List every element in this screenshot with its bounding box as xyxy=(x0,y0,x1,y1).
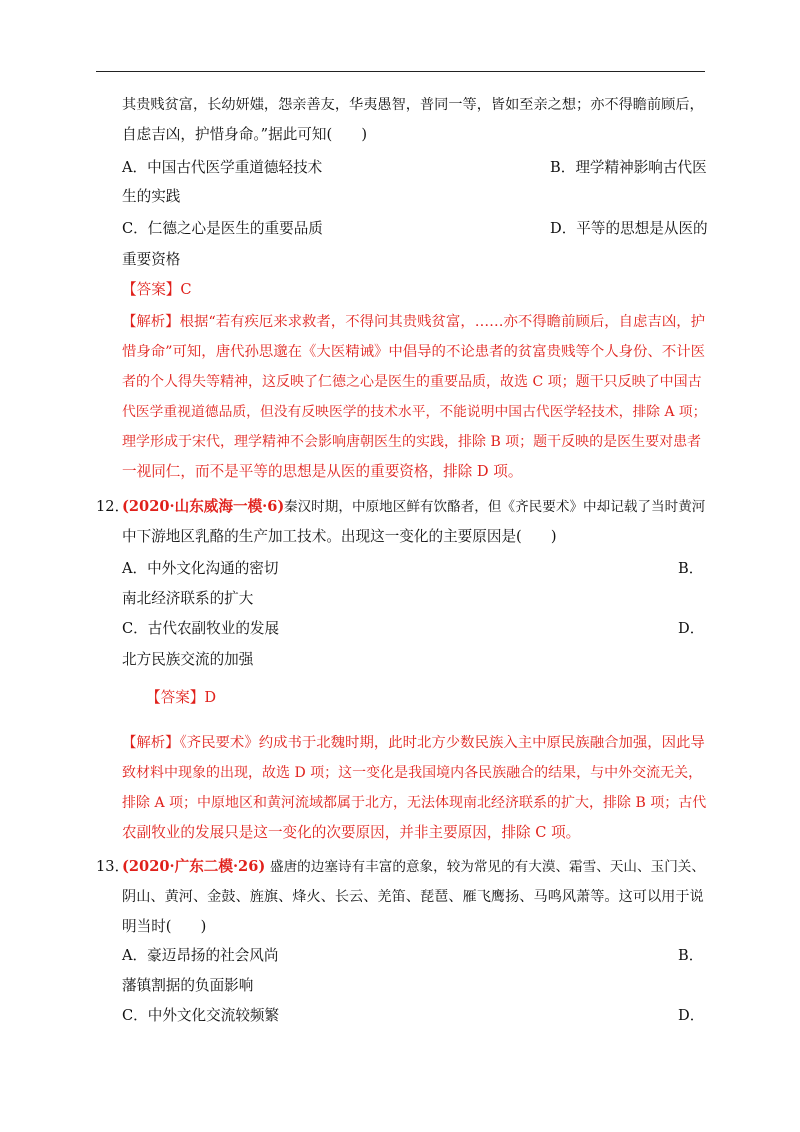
q13-option-d-letter: D． xyxy=(678,1007,705,1024)
q12-stem-line-2: 中下游地区乳酪的生产加工技术。出现这一变化的主要原因是( ) xyxy=(122,528,557,545)
q12-option-c: C．古代农副牧业的发展 xyxy=(122,620,280,637)
header-rule xyxy=(96,71,705,72)
q12-analysis-line-1: 【解析】《齐民要术》约成书于北魏时期，此时北方少数民族入主中原民族融合加强，因此导 xyxy=(122,735,705,751)
q13-stem-line-2: 阴山、黄河、金鼓、旌旗、烽火、长云、羌笛、琵琶、雁飞鹰扬、马鸣风萧等。这可以用于说 xyxy=(122,889,704,905)
q13-stem-line-1: 盛唐的边塞诗有丰富的意象，较为常见的有大漠、霜雪、天山、玉门关、 xyxy=(270,859,705,875)
q11-answer: 【答案】C xyxy=(122,281,192,298)
q11-analysis-line-5: 理学形成于宋代，理学精神不会影响唐朝医生的实践，排除 B 项；题干反映的是医生要对患者 xyxy=(122,434,702,450)
q11-analysis-line-4: 代医学重视道德品质，但没有反映医学的技术水平，不能说明中国古代医学轻技术，排除 A 项； xyxy=(122,404,707,420)
q13-option-b-letter: B． xyxy=(678,947,704,964)
q11-option-c: C．仁德之心是医生的重要品质 xyxy=(122,220,323,237)
q12-analysis-line-2: 致材料中现象的出现，故选 D 项；这一变化是我国境内各民族融合的结果，与中外交流无关， xyxy=(122,765,703,781)
q12-stem-line-1: 秦汉时期，中原地区鲜有饮酪者，但《齐民要术》中却记载了当时黄河 xyxy=(284,499,706,515)
q13-number: 13． xyxy=(96,858,130,875)
q12-option-d: 北方民族交流的加强 xyxy=(122,651,254,668)
q13-option-b: 藩镇割据的负面影响 xyxy=(122,977,254,994)
q12-option-a: A．中外文化沟通的密切 xyxy=(122,560,279,577)
q11-option-b-cont: 生的实践 xyxy=(122,188,181,205)
q11-option-a: A．中国古代医学重道德轻技术 xyxy=(122,159,323,176)
q12-analysis-line-3: 排除 A 项；中原地区和黄河流域都属于北方，无法体现南北经济联系的扩大，排除 B 项；古代 xyxy=(122,795,707,811)
q12-number: 12． xyxy=(96,498,130,515)
q12-option-d-letter: D． xyxy=(678,620,705,637)
q11-analysis-line-6: 一视同仁，而不是平等的思想是从医的重要资格，排除 D 项。 xyxy=(122,463,523,480)
q12-option-b-letter: B． xyxy=(678,560,704,577)
q13-option-a: A．豪迈昂扬的社会风尚 xyxy=(122,947,279,964)
q11-option-b: B．理学精神影响古代医 xyxy=(550,159,707,176)
q11-stem-line-1: 其贵贱贫富，长幼妍媸，怨亲善友，华夷愚智，普同一等，皆如至亲之想；亦不得瞻前顾后， xyxy=(122,97,704,113)
q11-analysis-line-1: 【解析】根据“若有疾厄来求救者，不得问其贵贱贫富，……亦不得瞻前顾后，自虑吉凶，护 xyxy=(122,314,705,330)
q13-option-c: C．中外文化交流较频繁 xyxy=(122,1007,280,1024)
q13-stem-line-3: 明当时( ) xyxy=(122,918,207,935)
q12-analysis-line-4: 农副牧业的发展只是这一变化的次要原因，并非主要原因，排除 C 项。 xyxy=(122,824,581,841)
q13-source: (2020·广东二模·26) xyxy=(122,858,266,875)
q12-option-b: 南北经济联系的扩大 xyxy=(122,590,254,607)
q11-analysis-line-2: 惜身命”可知，唐代孙思邈在《大医精诫》中倡导的不论患者的贫富贵贱等个人身份、不计医 xyxy=(122,344,705,360)
q12-answer: 【答案】D xyxy=(146,689,217,706)
q11-option-d-cont: 重要资格 xyxy=(122,251,181,268)
q11-analysis-line-3: 者的个人得失等精神，这反映了仁德之心是医生的重要品质，故选 C 项；题干只反映了中国古 xyxy=(122,374,702,390)
q12-source: (2020·山东威海一模·6) xyxy=(122,498,285,515)
q11-option-d: D．平等的思想是从医的 xyxy=(550,220,708,237)
q11-stem-line-2: 自虑吉凶，护惜身命。”据此可知( ) xyxy=(122,126,368,143)
